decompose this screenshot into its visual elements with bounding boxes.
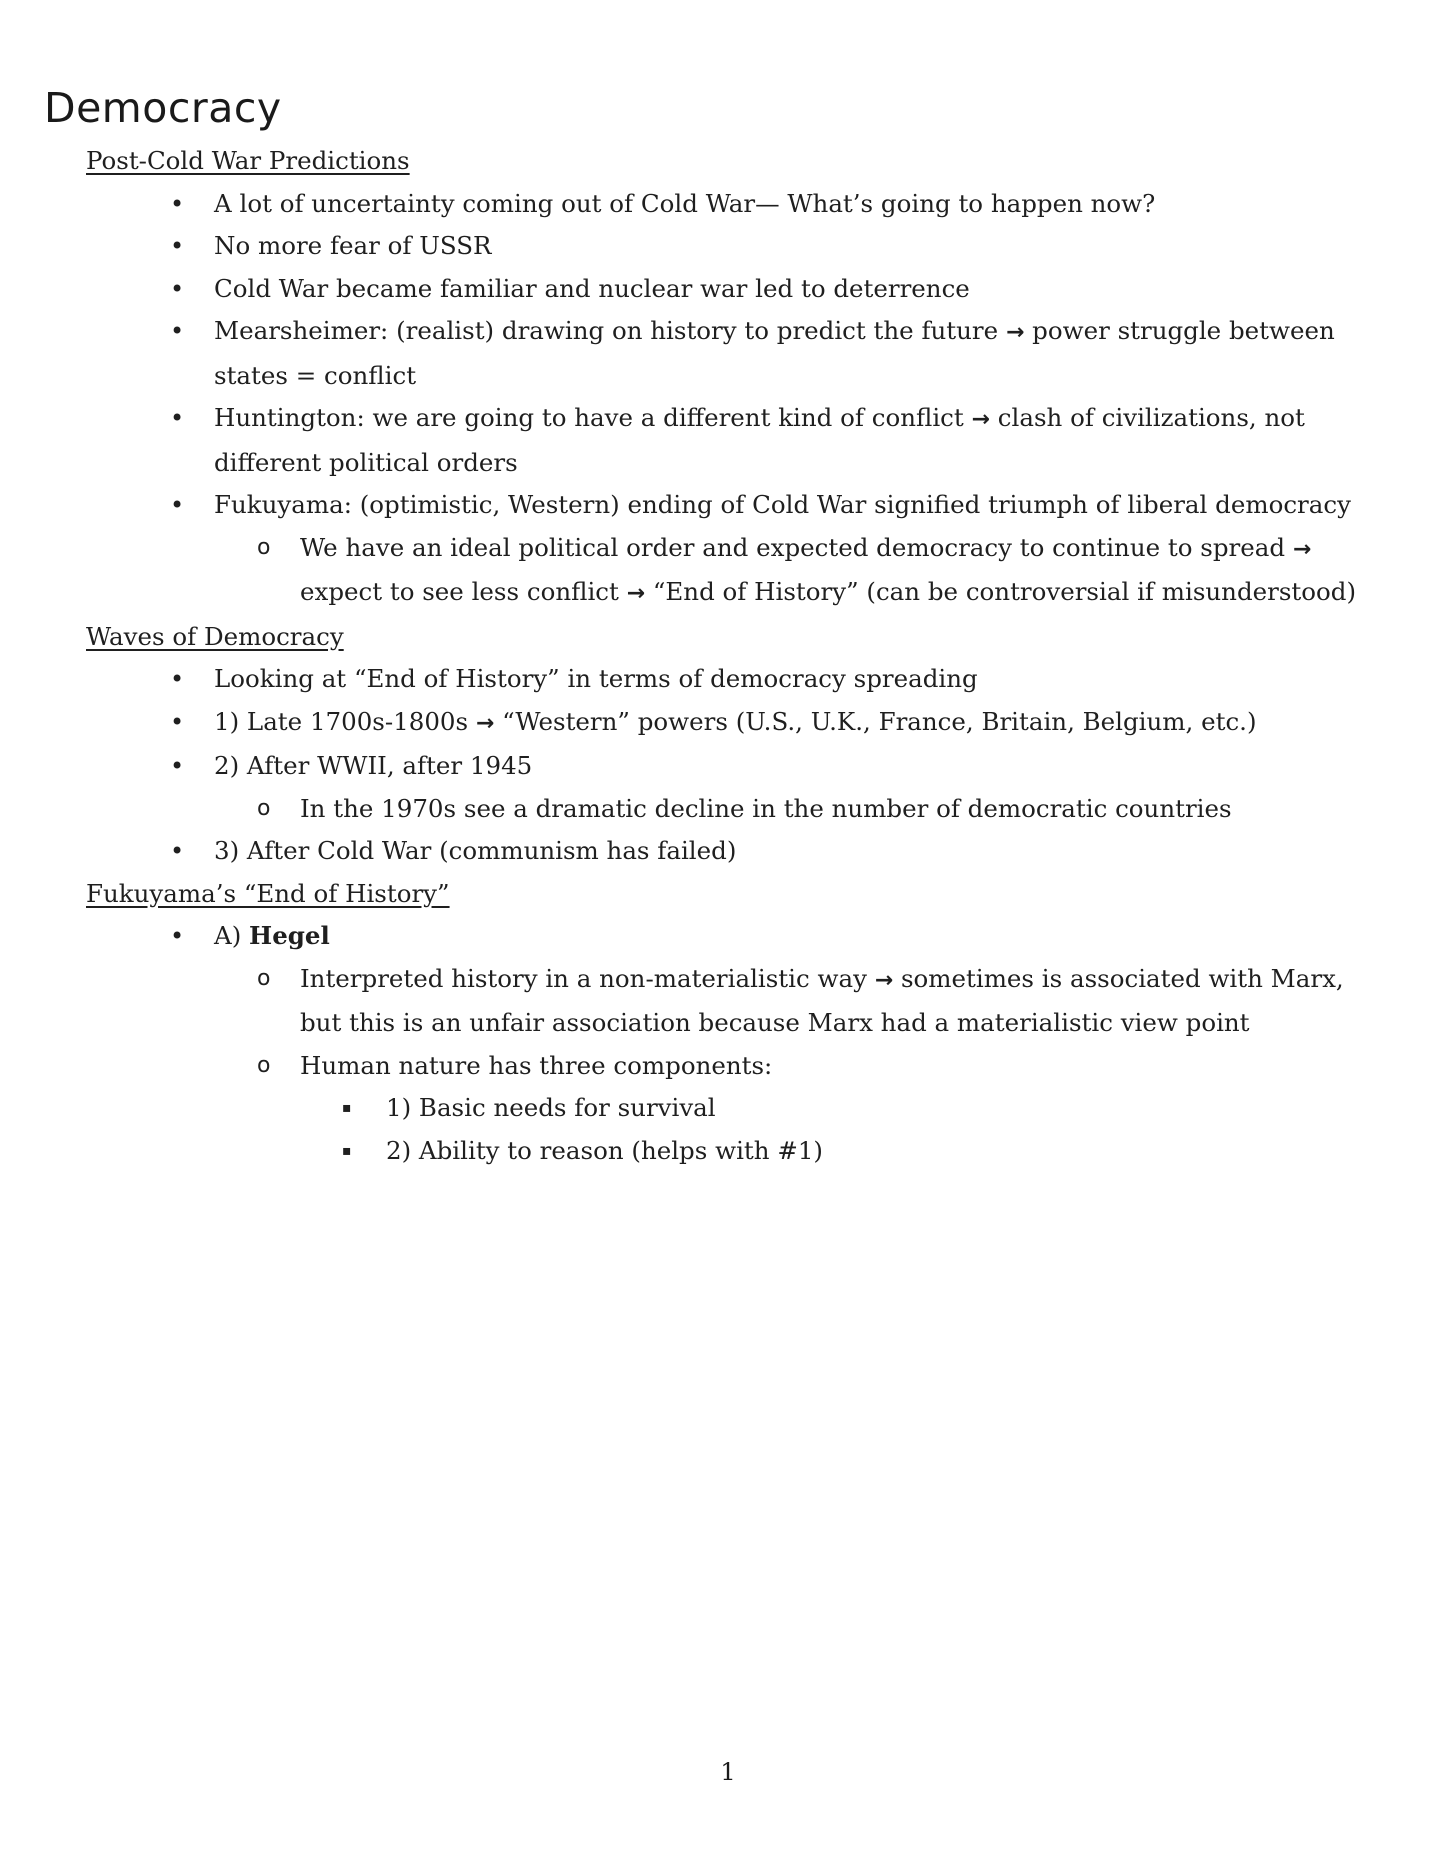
sub-list-item: [86, 958, 1386, 1045]
sub-list-item: [86, 788, 1386, 831]
arrow-icon: →: [475, 710, 495, 736]
section-heading-waves-of-democracy: Waves of Democracy: [86, 621, 344, 651]
list-item: [86, 268, 1386, 311]
bullet-list: [86, 915, 1386, 1172]
bullet-marker: •: [170, 232, 185, 260]
square-bullet-marker: ▪: [342, 1100, 352, 1116]
bullet-marker: •: [170, 665, 185, 693]
bullet-marker: •: [170, 922, 185, 950]
list-item-text: Looking at “End of History” in terms of democracy spreading: [214, 664, 978, 693]
bullet-marker: •: [170, 404, 185, 432]
list-item-text: No more fear of USSR: [214, 231, 492, 260]
arrow-icon: →: [1005, 320, 1025, 345]
bullet-marker: •: [170, 274, 185, 303]
sub-sub-list-item: [86, 1087, 1386, 1130]
section-heading-end-of-history: Fukuyama’s “End of History”: [86, 878, 450, 908]
bullet-marker: •: [170, 317, 185, 345]
bullet-marker: •: [170, 189, 185, 218]
sub-bullet-marker: o: [257, 795, 271, 821]
list-item-prefix: A): [214, 921, 250, 950]
list-item: [86, 310, 1386, 397]
list-item: [86, 183, 1386, 226]
arrow-icon: →: [626, 581, 646, 606]
sub-bullet-marker: o: [257, 534, 271, 560]
sub-list-item: [86, 527, 1386, 616]
list-item: [86, 484, 1386, 527]
list-item: [86, 915, 1386, 958]
square-bullet-marker: ▪: [342, 1142, 352, 1159]
list-item-bold-text: Hegel: [249, 921, 330, 950]
bullet-list: [86, 183, 1386, 527]
list-item-text: We have an ideal political order and expected democracy to continue to spread: [300, 532, 1286, 562]
page-title: Democracy: [44, 84, 282, 132]
list-item-text: Cold War became familiar and nuclear war led to deterrence: [214, 273, 970, 303]
sub-sub-list-item: [86, 1130, 1386, 1173]
list-item: [86, 225, 1386, 268]
page-number: 1: [720, 1758, 736, 1786]
bullet-marker: •: [170, 752, 185, 780]
list-item-text: power struggle between states = conflict: [214, 316, 1335, 390]
arrow-icon: →: [971, 407, 990, 432]
list-item: [86, 397, 1386, 484]
bullet-list: [86, 658, 1386, 873]
sub-bullet-list: [86, 527, 1386, 616]
list-item-text: sometimes is associated with Marx, but this is an unfair association because Marx had a materialistic view point: [300, 963, 1344, 1037]
document-body: [86, 140, 1386, 1172]
bullet-marker: •: [170, 491, 185, 519]
sub-bullet-marker: o: [257, 1052, 271, 1078]
list-item-text: 2) After WWII, after 1945: [214, 751, 533, 780]
list-item-text: 1) Basic needs for survival: [386, 1093, 716, 1122]
list-item: [86, 830, 1386, 873]
list-item-text: Interpreted history in a non-materialistic way: [300, 963, 867, 993]
list-item: [86, 745, 1386, 788]
list-item-text: Human nature has three components:: [300, 1050, 773, 1080]
bullet-marker: •: [170, 837, 185, 865]
list-item-text: In the 1970s see a dramatic decline in the number of democratic countries: [300, 793, 1232, 823]
sub-bullet-marker: o: [257, 965, 271, 991]
list-item: [86, 701, 1386, 746]
list-item: [86, 658, 1386, 701]
bullet-marker: •: [170, 707, 185, 736]
list-item-text: Fukuyama: (optimistic, Western) ending of Cold War signified triumph of liberal democracy: [214, 490, 1351, 519]
list-item-text: 1) Late 1700s-1800s: [214, 706, 469, 736]
list-item-text: Huntington: we are going to have a different kind of conflict: [214, 403, 964, 432]
list-item-text: A lot of uncertainty coming out of Cold War— What’s going to happen now?: [214, 188, 1156, 218]
arrow-icon: →: [874, 967, 894, 993]
list-item-text: “Western” powers (U.S., U.K., France, Britain, Belgium, etc.): [502, 706, 1257, 736]
list-item-text: clash of civilizations, not different political orders: [214, 403, 1305, 477]
section-heading-post-cold-war: Post-Cold War Predictions: [86, 146, 410, 175]
list-item-text: 3) After Cold War (communism has failed): [214, 836, 737, 865]
sub-list-item: [86, 1045, 1386, 1088]
list-item-text: 2) Ability to reason (helps with #1): [386, 1135, 823, 1165]
list-item-text: Mearsheimer: (realist) drawing on history to predict the future: [214, 316, 999, 345]
arrow-icon: →: [1292, 536, 1312, 562]
list-item-text: expect to see less conflict: [300, 577, 619, 606]
list-item-text: “End of History” (can be controversial if misunderstood): [652, 577, 1357, 606]
